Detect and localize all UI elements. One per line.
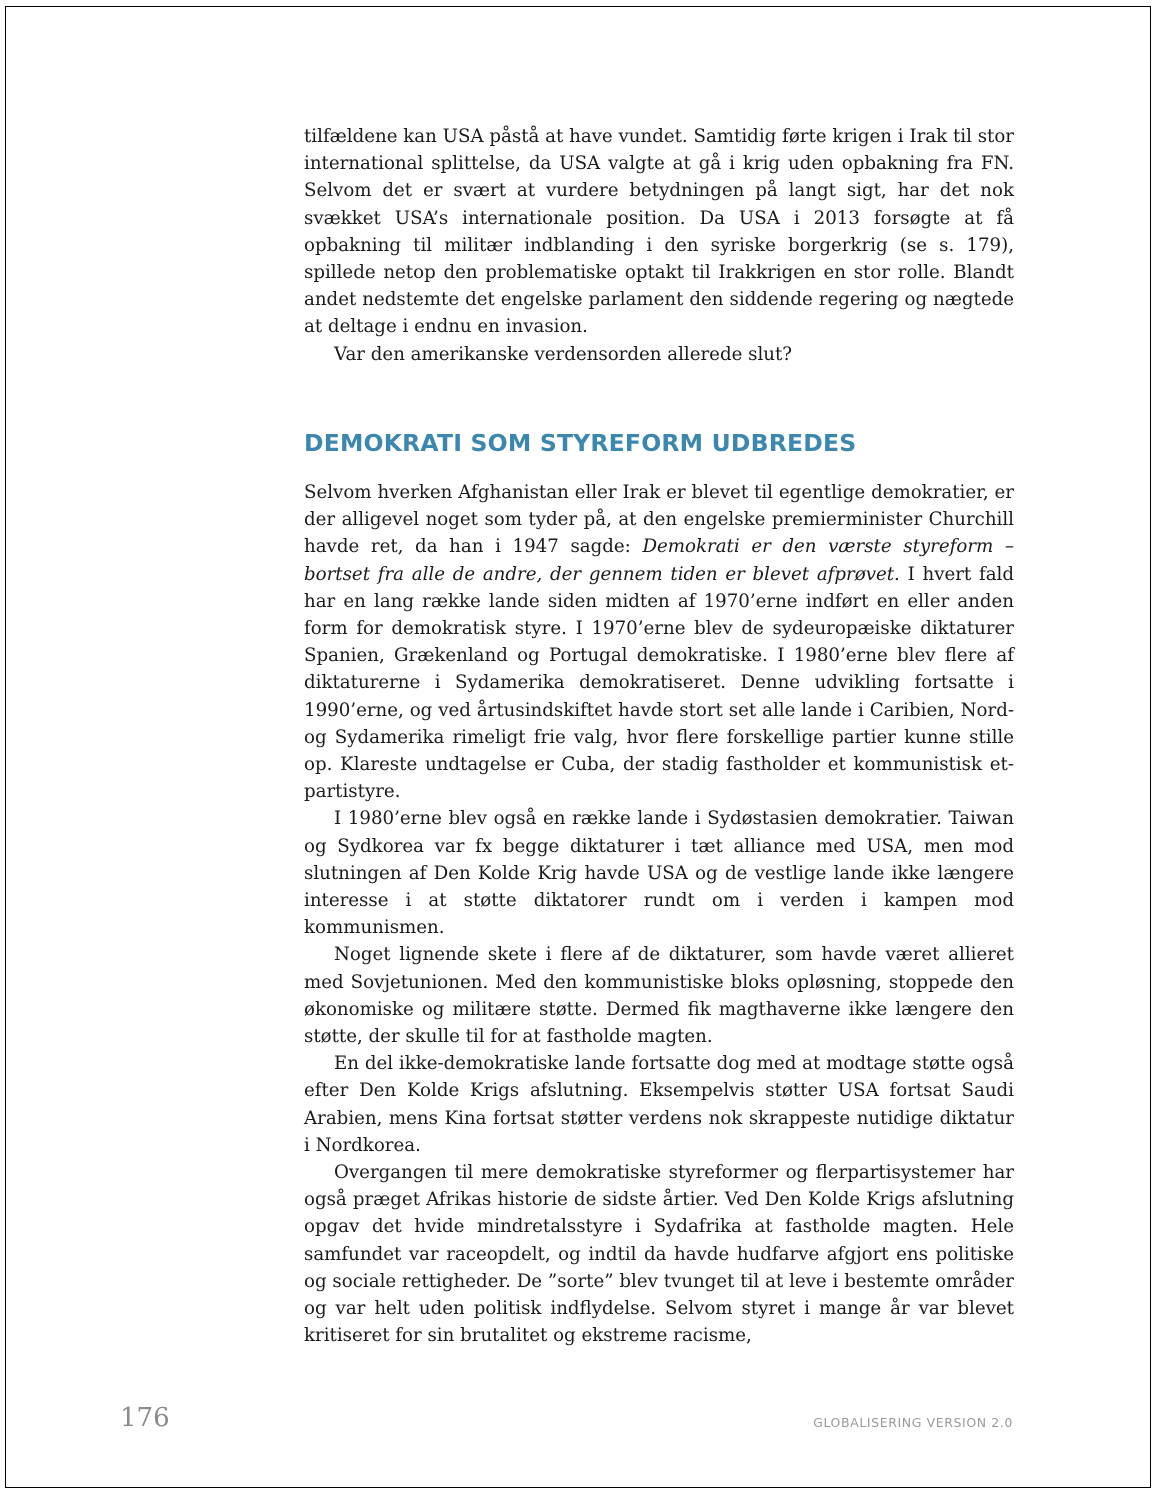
paragraph: Var den amerikanske verdensorden allerede slut?	[334, 343, 793, 365]
section-body	[304, 479, 1014, 1350]
churchill-quote: Demokrati er den værste styreform – bortset fra alle de andre, der gennem tiden er blevet afprøvet.	[304, 536, 1014, 585]
paragraph: tilfældene kan USA påstå at have vundet. Samtidig førte krigen i Irak til stor international splittelse, da USA valgte at gå i krig uden opbakning fra FN. Selvom det er svært at vurdere betydningen på langt sigt, har det nok svækket USA’s internationale position. Da USA i 2013 forsøgte at få opbakning til militær indblanding i den syriske borgerkrig (se s. 179), spillede netop den problematiske optakt til Irakkrigen en stor rolle. Blandt andet nedstemte det engelske parlament den siddende regering og nægtede at deltage i endnu en invasion.	[304, 126, 1014, 338]
paragraph: I 1980’erne blev også en række lande i Sydøstasien demokratier. Taiwan og Sydkorea var fx begge diktaturer i tæt alliance med USA, men mod slutningen af Den Kolde Krig havde USA og de vestlige lande ikke længere interesse i at støtte diktatorer rundt om i verden i kampen mod kommunismen.	[304, 808, 1014, 939]
paragraph-intro: Selvom hverken Afghanistan eller Irak er blevet til egentlige demokratier, er der alligevel noget som tyder på, at den engelske premierminister Churchill havde ret, da han i 1947 sagde:	[304, 482, 1014, 558]
page-number: 176	[120, 1403, 170, 1433]
continued-text-block	[304, 123, 1014, 368]
paragraph: Overgangen til mere demokratiske styreformer og flerpartisystemer har også præget Afrikas historie de sidste årtier. Ved Den Kolde Krigs afslutning opgav det hvide mindretalsstyre i Sydafrika at fastholde magten. Hele samfundet var raceopdelt, og indtil da havde hudfarve afgjort ens politiske og sociale rettigheder. De ”sorte” blev tvunget til at leve i bestemte områder og var helt uden politisk indflydelse. Selvom styret i mange år var blevet kritiseret for sin brutalitet og ekstreme racisme,	[304, 1162, 1014, 1347]
paragraph	[304, 479, 1014, 805]
running-footer-title: GLOBALISERING VERSION 2.0	[813, 1415, 1013, 1430]
paragraph-rest: I hvert fald har en lang række lande siden midten af 1970’erne indført en eller anden form for demokratisk styre. I 1970’erne blev de sydeuropæiske diktaturer Spanien, Grækenland og Portugal demokratiske. I 1980’erne blev flere af diktaturerne i Sydamerika demokratiseret. Denne udvikling fortsatte i 1990’erne, og ved årtusindskiftet havde stort set alle lande i Caribien, Nord- og Sydamerika rimeligt frie valg, hvor flere forskellige partier kunne stille op. Klareste undtagelse er Cuba, der stadig fastholder et kommunistisk et-partistyre.	[304, 563, 1014, 803]
section-heading: DEMOKRATI SOM STYREFORM UDBREDES	[304, 429, 857, 457]
paragraph: En del ikke-demokratiske lande fortsatte dog med at modtage støtte også efter Den Kolde Krigs afslutning. Eksempelvis støtter USA fortsat Saudi Arabien, mens Kina fortsat støtter verdens nok skrappeste nutidige diktatur i Nordkorea.	[304, 1053, 1014, 1156]
paragraph: Noget lignende skete i flere af de diktaturer, som havde været allieret med Sovjetunionen. Med den kommunistiske bloks opløsning, stoppede den økonomiske og militære støtte. Dermed fik magthaverne ikke længere den støtte, der skulle til for at fastholde magten.	[304, 944, 1014, 1048]
